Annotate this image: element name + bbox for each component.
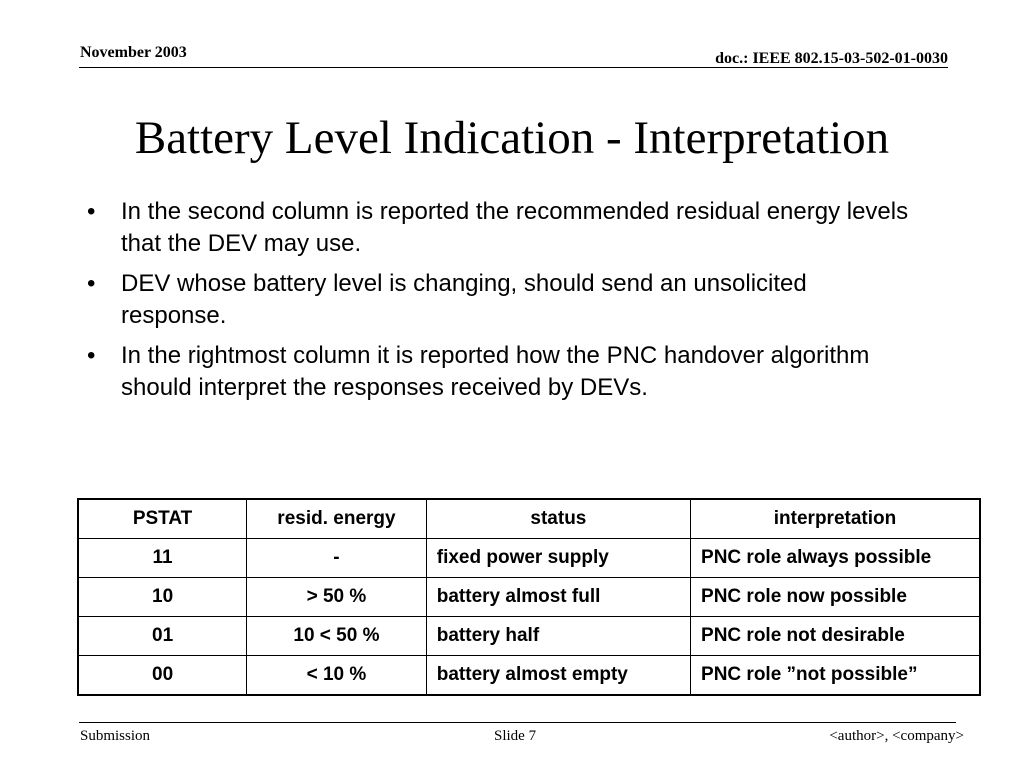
header-divider [79,67,948,68]
bullet-text: DEV whose battery level is changing, should send an unsolicited response. [121,270,807,329]
cell-status: battery almost empty [426,656,690,696]
cell-status: fixed power supply [426,539,690,578]
cell-pstat: 11 [78,539,247,578]
bullet-text: In the rightmost column it is reported how the PNC handover algorithm should interpret the responses received by DEVs. [121,342,870,401]
bullet-dot: • [87,342,96,369]
cell-resid-energy: - [247,539,427,578]
table-header-row [78,499,980,539]
table-row [78,656,980,696]
cell-resid-energy: 10 < 50 % [247,617,427,656]
bullet-dot: • [87,198,96,225]
cell-resid-energy: < 10 % [247,656,427,696]
footer-author-company: <author>, <company> [829,728,964,744]
table-row [78,539,980,578]
col-header-pstat: PSTAT [78,499,247,539]
footer-divider [79,722,956,723]
cell-interpretation: PNC role now possible [691,578,980,617]
bullet-dot: • [87,270,96,297]
cell-interpretation: PNC role ”not possible” [691,656,980,696]
bullet-item [87,196,917,260]
header-doc-id: doc.: IEEE 802.15-03-502-01-0030 [715,50,948,67]
bullet-list [87,196,917,412]
battery-level-table [77,498,981,696]
cell-pstat: 01 [78,617,247,656]
col-header-resid-energy: resid. energy [247,499,427,539]
cell-pstat: 10 [78,578,247,617]
bullet-text: In the second column is reported the recommended residual energy levels that the DEV may use. [121,198,909,257]
cell-interpretation: PNC role not desirable [691,617,980,656]
cell-status: battery almost full [426,578,690,617]
cell-interpretation: PNC role always possible [691,539,980,578]
slide-title: Battery Level Indication - Interpretation [134,112,890,164]
header-date: November 2003 [80,44,187,61]
bullet-item [87,340,917,404]
cell-resid-energy: > 50 % [247,578,427,617]
cell-status: battery half [426,617,690,656]
cell-pstat: 00 [78,656,247,696]
table-row [78,617,980,656]
col-header-interpretation: interpretation [691,499,980,539]
bullet-item [87,268,917,332]
footer-submission: Submission [80,728,151,744]
col-header-status: status [426,499,690,539]
table-row [78,578,980,617]
footer-slide-number: Slide 7 [494,728,537,744]
